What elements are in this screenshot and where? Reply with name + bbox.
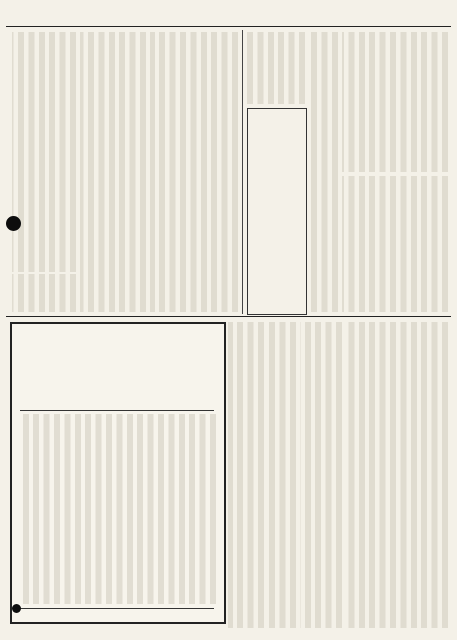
article-column-10 (300, 322, 342, 628)
text-lines (20, 414, 216, 604)
article-column-11 (268, 322, 296, 628)
text-lines (345, 322, 448, 628)
article-column-9 (345, 322, 448, 628)
text-lines (12, 32, 76, 272)
text-lines (268, 322, 296, 628)
ad-divider (20, 608, 214, 609)
ad-contents-list (20, 414, 216, 604)
text-lines (300, 322, 342, 628)
page-header (6, 4, 451, 28)
article-column-3 (310, 32, 338, 312)
text-lines (80, 32, 146, 312)
article-column-2 (342, 176, 448, 312)
header-rule (6, 26, 451, 27)
ad-divider (20, 410, 214, 411)
text-lines (247, 32, 305, 104)
text-lines (228, 322, 264, 628)
section-rule (6, 316, 451, 317)
ink-blot-upper (6, 216, 21, 231)
text-lines (310, 32, 338, 312)
text-lines (342, 176, 448, 312)
text-lines (150, 32, 238, 312)
article-column-12 (228, 322, 264, 628)
ad-footer (16, 611, 218, 619)
text-lines (342, 32, 448, 172)
text-lines (12, 274, 76, 312)
article-column-4 (247, 32, 305, 104)
ink-blot-lower (12, 604, 21, 613)
article-column-8 (12, 274, 76, 312)
article-column-7 (12, 32, 76, 272)
column-divider (242, 30, 243, 314)
article-column-1 (342, 32, 448, 172)
journal-advertisement (10, 322, 226, 624)
inset-notice-box (247, 108, 307, 315)
article-column-5 (150, 32, 238, 312)
article-column-6 (80, 32, 146, 312)
